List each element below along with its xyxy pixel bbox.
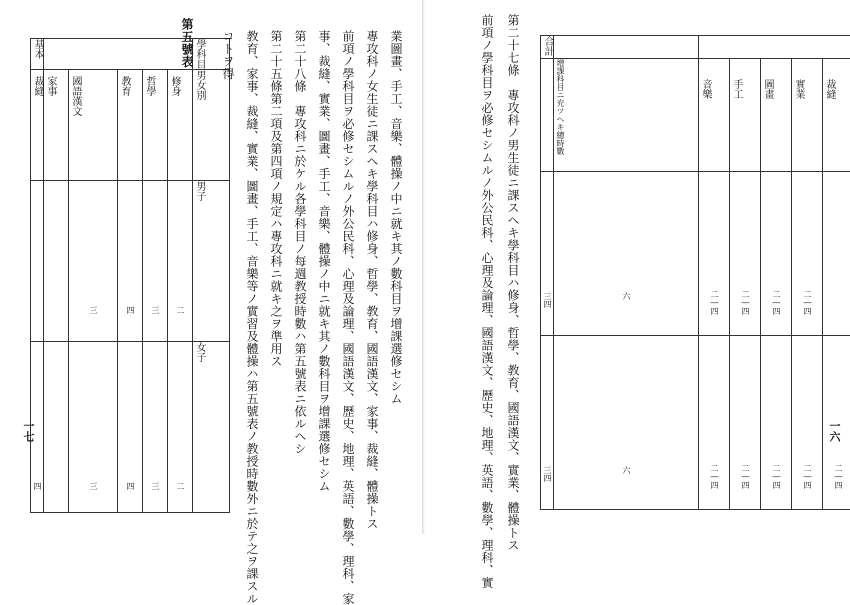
subject-name: 實業: [793, 79, 804, 100]
female-hours: 二―四: [710, 464, 719, 490]
text-line: 事、裁縫、實業、圖畫、手工、音樂、體操ノ中ニ就キ其ノ數科目ヲ增課選修セシム: [317, 30, 331, 493]
female-hours: 二―四: [772, 464, 781, 490]
female-hours: 四: [126, 482, 135, 490]
subject-name: 圖畫: [762, 79, 773, 100]
text-line: 第二十五條第二項及第四項ノ規定ハ專攻科ニ就キ之ヲ準用ス: [269, 30, 283, 368]
text-line: コトヲ得: [221, 30, 235, 80]
page-number-left: 一七: [22, 420, 35, 442]
subject-name: 裁縫: [824, 79, 835, 100]
table-header-female: 女子: [194, 342, 205, 362]
text-line: 專攻科ノ女生徒ニ課スヘキ學科目ハ修身、哲學、教育、國語漢文、家事、裁縫、體操トス: [365, 30, 379, 530]
text-line: 第二十八條 專攻科ニ於ケル各學科目ノ每週教授時數ハ第五號表ニ依ルヘシ: [293, 30, 307, 455]
right-page: [425, 0, 850, 589]
table-header-elective-hours: 增課科目ニ充ツヘキ總時數: [556, 59, 565, 156]
table-header-subject: 學科目: [194, 39, 205, 69]
female-hours: 四: [33, 482, 42, 490]
female-hours: 三: [151, 482, 160, 490]
subject-name: 修身: [169, 76, 180, 96]
course-table-left: [30, 38, 230, 513]
subject-name: 手工: [731, 79, 742, 100]
text-line: 教育、家事、裁縫、實業、圖畫、手工、音樂等ノ實習及體操ハ第五號表ノ教授時數外ニ於テ之ヲ課スル: [245, 30, 259, 605]
female-hours: 二―四: [834, 464, 843, 490]
subject-name: 家事: [45, 76, 56, 96]
male-hours: 四: [126, 306, 135, 314]
male-hours: 三: [89, 306, 98, 314]
text-line: 第二十七條 專攻科ノ男生徒ニ課スヘキ學科目ハ修身、哲學、教育、國語漢文、實業、體操トス: [506, 14, 520, 552]
male-hours: 二―四: [803, 290, 812, 316]
male-hours: 二―四: [710, 290, 719, 316]
table-header-group: 基本: [32, 39, 43, 59]
page-number-right: 一六: [828, 420, 841, 442]
elective-female-hours: 六: [622, 466, 631, 475]
text-line: 業圖畫、手工、音樂、體操ノ中ニ就キ其ノ數科目ヲ增課選修セシム: [389, 30, 403, 405]
subject-name: 國語漢文: [70, 76, 81, 116]
subject-name: 哲學: [144, 76, 155, 96]
female-hours: 三: [89, 482, 98, 490]
subject-name: 裁縫: [32, 76, 43, 96]
female-hours: 二: [176, 482, 185, 490]
male-hours: 二: [176, 306, 185, 314]
female-hours: 二―四: [741, 464, 750, 490]
table-header-male: 男子: [194, 181, 205, 201]
total-male-hours: 三四: [543, 292, 552, 309]
text-line: 前項ノ學科目ヲ必修セシムルノ外公民科、心理及論理、國語漢文、歷史、地理、英語、數學、理科、家: [341, 30, 355, 605]
table-header-total: 合計: [542, 36, 553, 56]
course-table-right: [540, 35, 850, 510]
male-hours: 二―四: [772, 290, 781, 316]
table-header-sex: 男女別: [194, 70, 205, 100]
subject-name: 教育: [119, 76, 130, 96]
subject-name: 音樂: [700, 79, 711, 100]
elective-male-hours: 六: [622, 292, 631, 301]
table-title: 第五號表: [180, 18, 194, 68]
female-hours: 二―四: [803, 464, 812, 490]
male-hours: 二―四: [741, 290, 750, 316]
text-line: 前項ノ學科目ヲ必修セシムルノ外公民科、心理及論理、國語漢文、歷史、地理、英語、數學、理科、實: [480, 14, 494, 589]
total-female-hours: 三四: [543, 466, 552, 483]
male-hours: 三: [151, 306, 160, 314]
table-header-elective-group: [699, 36, 850, 48]
